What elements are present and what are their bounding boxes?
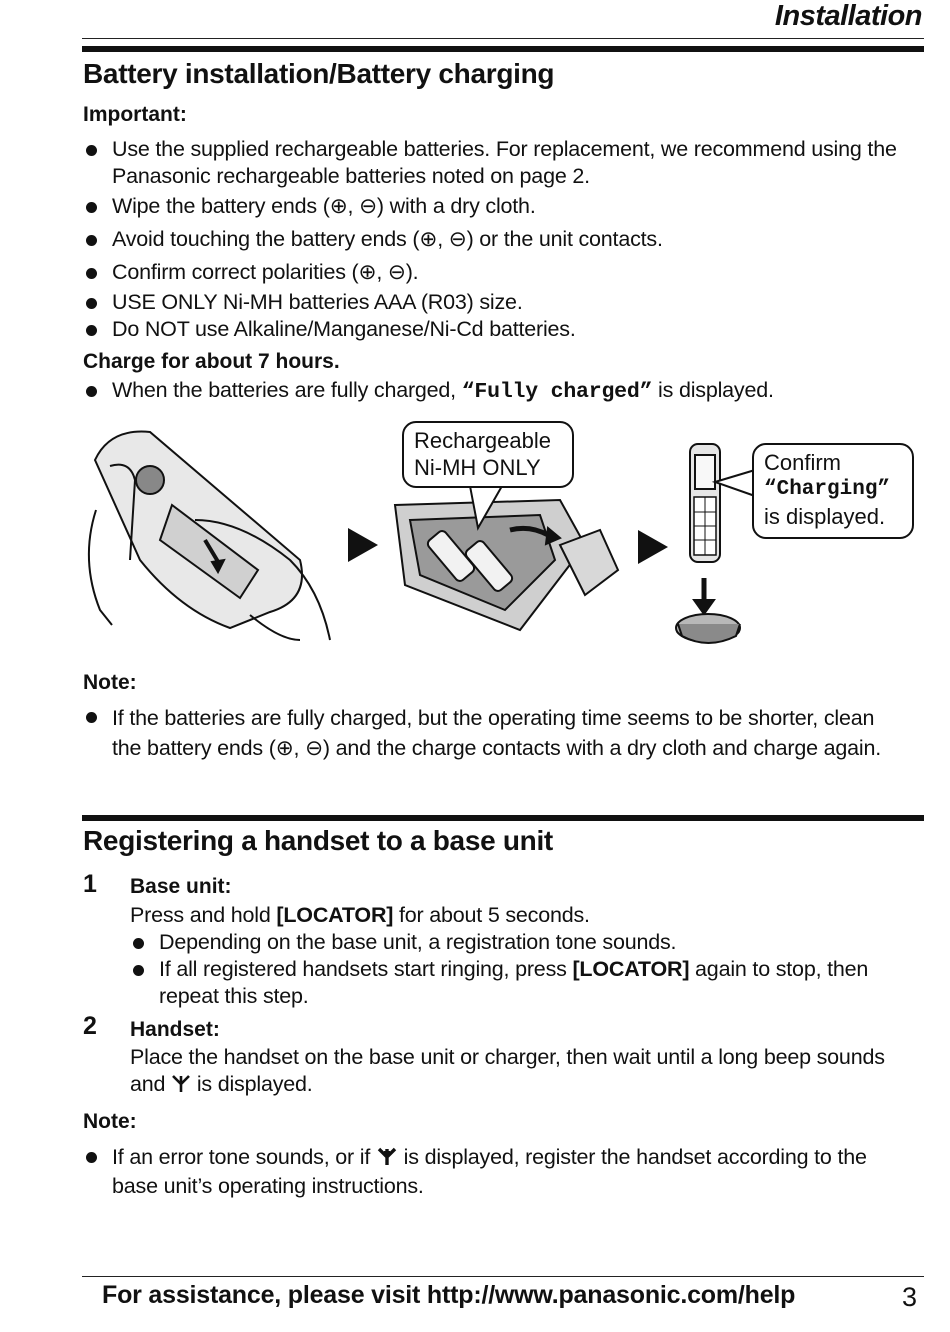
page-section-title: Installation bbox=[774, 0, 922, 32]
minus-terminal-icon: ⊖ bbox=[387, 260, 406, 284]
callout-line: Confirm bbox=[764, 450, 842, 475]
callout-confirm-charging bbox=[752, 443, 914, 539]
plus-terminal-icon: ⊕ bbox=[419, 227, 438, 251]
list-item: Avoid touching the battery ends (⊕, ⊖) or the unit contacts. bbox=[83, 226, 928, 253]
list-item: Wipe the battery ends (⊕, ⊖) with a dry cloth. bbox=[83, 193, 928, 220]
callout-rechargeable bbox=[402, 421, 574, 488]
locator-key-label: [LOCATOR] bbox=[276, 903, 394, 927]
arrow-right-icon bbox=[638, 530, 668, 564]
minus-terminal-icon: ⊖ bbox=[359, 194, 377, 218]
page-number: 3 bbox=[902, 1282, 918, 1312]
list-item: Do NOT use Alkaline/Manganese/Ni-Cd batteries. bbox=[83, 316, 928, 343]
minus-terminal-icon: ⊖ bbox=[305, 736, 323, 760]
antenna-icon bbox=[171, 1072, 191, 1096]
step-title: Base unit: bbox=[130, 875, 232, 898]
list-item: Confirm correct polarities (⊕, ⊖). bbox=[83, 259, 928, 286]
list-item: When the batteries are fully charged, “Fully charged” is displayed. bbox=[83, 377, 928, 406]
handset-back-drawing bbox=[89, 432, 330, 640]
list-item: USE ONLY Ni-MH batteries AAA (R03) size. bbox=[83, 289, 928, 316]
list-item: If all registered handsets start ringing, press [LOCATOR] again to stop, then repeat this step. bbox=[130, 956, 900, 1010]
list-item: Depending on the base unit, a registration tone sounds. bbox=[130, 929, 900, 956]
register-section-title: Registering a handset to a base unit bbox=[83, 825, 553, 856]
important-label: Important: bbox=[83, 103, 187, 126]
section-rule-thick bbox=[82, 815, 924, 821]
callout-line: is displayed. bbox=[764, 504, 886, 529]
step1-list bbox=[130, 929, 900, 1010]
locator-key-label: [LOCATOR] bbox=[572, 957, 690, 981]
callout-line: Rechargeable bbox=[414, 428, 551, 453]
battery-compartment-drawing bbox=[395, 500, 618, 630]
note-label: Note: bbox=[83, 671, 137, 694]
plus-terminal-icon: ⊕ bbox=[358, 260, 377, 284]
register-note-list bbox=[83, 1143, 913, 1201]
minus-terminal-icon: ⊖ bbox=[448, 227, 467, 251]
step-number: 1 bbox=[83, 870, 97, 898]
footer-assistance-text: For assistance, please visit http://www.panasonic.com/help bbox=[102, 1281, 796, 1309]
list-item: Use the supplied rechargeable batteries. For replacement, we recommend using the Panasonic rechargeable batteries noted on page 2. bbox=[83, 136, 928, 190]
footer-rule bbox=[82, 1276, 924, 1277]
charge-label: Charge for about 7 hours. bbox=[83, 350, 340, 373]
antenna-flashing-icon bbox=[376, 1145, 398, 1169]
callout-line: Ni-MH ONLY bbox=[414, 455, 541, 480]
step-text: Press and hold [LOCATOR] for about 5 seconds. bbox=[130, 903, 590, 927]
plus-terminal-icon: ⊕ bbox=[275, 736, 294, 760]
display-message: “Charging” bbox=[764, 478, 891, 501]
display-message: “Fully charged” bbox=[461, 380, 653, 404]
note-label: Note: bbox=[83, 1110, 137, 1133]
step-number: 2 bbox=[83, 1012, 97, 1040]
handset-on-charger-drawing bbox=[676, 444, 740, 643]
list-item: If an error tone sounds, or if is displayed, register the handset according to the base unit’s operating instructions. bbox=[83, 1143, 913, 1201]
plus-terminal-icon: ⊕ bbox=[329, 194, 348, 218]
list-item: If the batteries are fully charged, but the operating time seems to be shorter, clean the battery ends (⊕, ⊖) and the charge contacts with a dry cloth and charge again. bbox=[83, 703, 903, 763]
note-list bbox=[83, 703, 903, 763]
step-text: Place the handset on the base unit or charger, then wait until a long beep sounds and is displayed. bbox=[130, 1045, 885, 1096]
battery-section-title: Battery installation/Battery charging bbox=[83, 58, 555, 89]
step-title: Handset: bbox=[130, 1018, 220, 1041]
arrow-right-icon bbox=[348, 528, 378, 562]
